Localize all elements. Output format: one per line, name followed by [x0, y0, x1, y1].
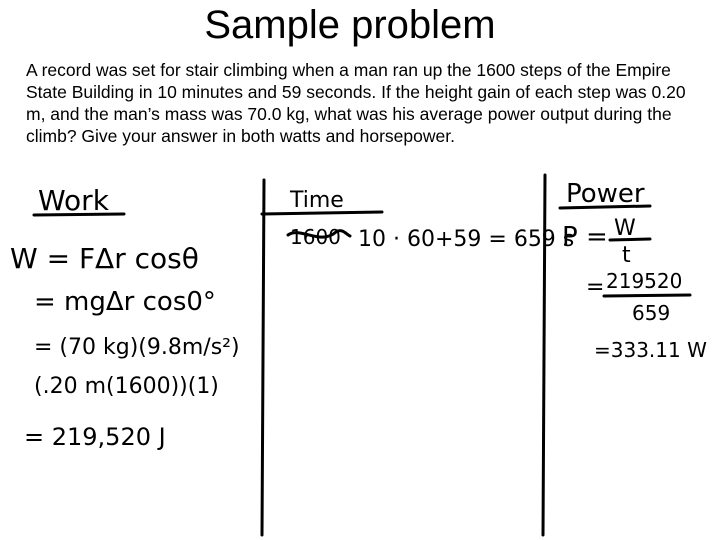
- power-calc-denominator: 659: [632, 301, 671, 325]
- work-line-3: = (70 kg)(9.8m/s²): [34, 335, 240, 360]
- power-formula-denominator: t: [622, 243, 631, 268]
- problem-statement: A record was set for stair climbing when a man ran up the 1600 steps of the Empire State Building in 10 minutes and 59 seconds. If the height gain of each step was 0.20 m, and the man’s mass was 70.0 kg, what was his average power output during the climb? Give your answer in both watts and horsepower.: [26, 60, 686, 146]
- power-calc-lhs: =: [586, 275, 605, 300]
- power-heading-underline: [560, 206, 650, 208]
- power-formula-lhs: P =: [562, 222, 608, 252]
- work-line-4: (.20 m(1600))(1): [34, 374, 219, 399]
- time-heading: Time: [290, 188, 344, 213]
- slide-title: Sample problem: [204, 3, 496, 47]
- power-result: =333.11 W: [594, 338, 707, 362]
- power-calc-numerator: 219520: [606, 269, 683, 293]
- work-line-2: = mgΔr cos0°: [34, 287, 216, 317]
- work-heading: Work: [38, 184, 109, 217]
- work-line-5: = 219,520 J: [24, 423, 166, 451]
- work-heading-underline: [34, 214, 124, 215]
- time-calculation: 10 · 60+59 = 659 s: [358, 227, 575, 252]
- work-column: [10, 184, 240, 451]
- power-formula-bar: [610, 239, 650, 240]
- power-column: [560, 179, 707, 362]
- work-line-1: W = FΔr cosθ: [10, 242, 199, 275]
- time-heading-underline: [262, 212, 382, 214]
- column-divider-left: [262, 180, 264, 535]
- time-crossed-out: 1600: [290, 225, 341, 249]
- power-formula-numerator: W: [614, 216, 636, 241]
- power-calc-bar: [604, 295, 690, 296]
- time-column: [262, 188, 574, 252]
- power-heading: Power: [566, 179, 645, 209]
